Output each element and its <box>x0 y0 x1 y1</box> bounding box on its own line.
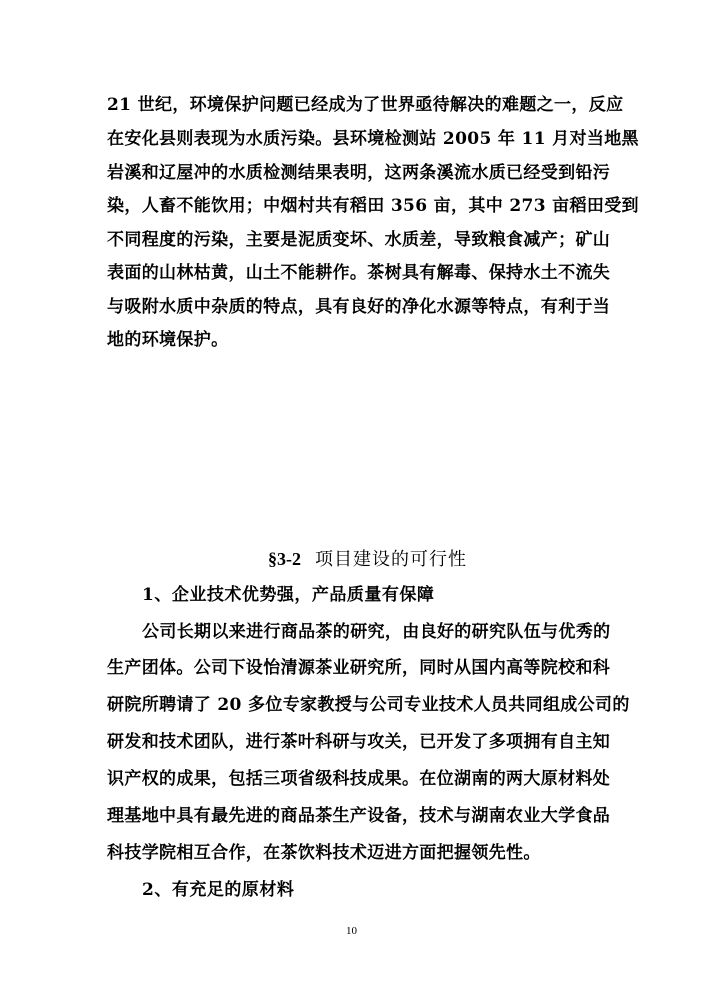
section-heading <box>268 548 467 571</box>
text-line: 识产权的成果，包括三项省级科技成果。在位湖南的两大原材料处 <box>107 769 611 789</box>
text-line: 不同程度的污染，主要是泥质变坏、水质差，导致粮食减产；矿山 <box>107 230 611 250</box>
subsection-title: 1、企业技术优势强，产品质量有保障 <box>142 585 435 605</box>
text-line: 公司长期以来进行商品茶的研究，由良好的研究队伍与优秀的 <box>142 622 611 642</box>
text-line: 染，人畜不能饮用；中烟村共有稻田 356 亩，其中 273 亩稻田受到 <box>107 196 639 216</box>
text-line: 研发和技术团队，进行茶叶科研与攻关，已开发了多项拥有自主知 <box>107 732 611 752</box>
text-line: 岩溪和辽屋冲的水质检测结果表明，这两条溪流水质已经受到铅污 <box>107 163 611 183</box>
text-line: 科技学院相互合作，在茶饮料技术迈进方面把握领先性。 <box>107 843 541 863</box>
text-line: 理基地中具有最先进的商品茶生产设备，技术与湖南农业大学食品 <box>107 806 611 826</box>
subsection-title: 2、有充足的原材料 <box>142 880 295 900</box>
text-line: 地的环境保护。 <box>107 330 229 350</box>
text-line: 与吸附水质中杂质的特点，具有良好的净化水源等特点，有利于当 <box>107 297 611 317</box>
section-number: §3-2 <box>268 549 301 569</box>
page-number: 10 <box>346 925 357 937</box>
text-line: 21 世纪，环境保护问题已经成为了世界亟待解决的难题之一，反应 <box>107 95 624 115</box>
text-line: 在安化县则表现为水质污染。县环境检测站 2005 年 11 月对当地黑 <box>107 129 639 149</box>
section-title: 项目建设的可行性 <box>315 549 467 570</box>
text-line: 表面的山林枯黄，山土不能耕作。茶树具有解毒、保持水土不流失 <box>107 263 611 283</box>
text-line: 生产团体。公司下设怡清源茶业研究所，同时从国内高等院校和科 <box>107 658 611 678</box>
text-line: 研院所聘请了 20 多位专家教授与公司专业技术人员共同组成公司的 <box>107 695 630 715</box>
